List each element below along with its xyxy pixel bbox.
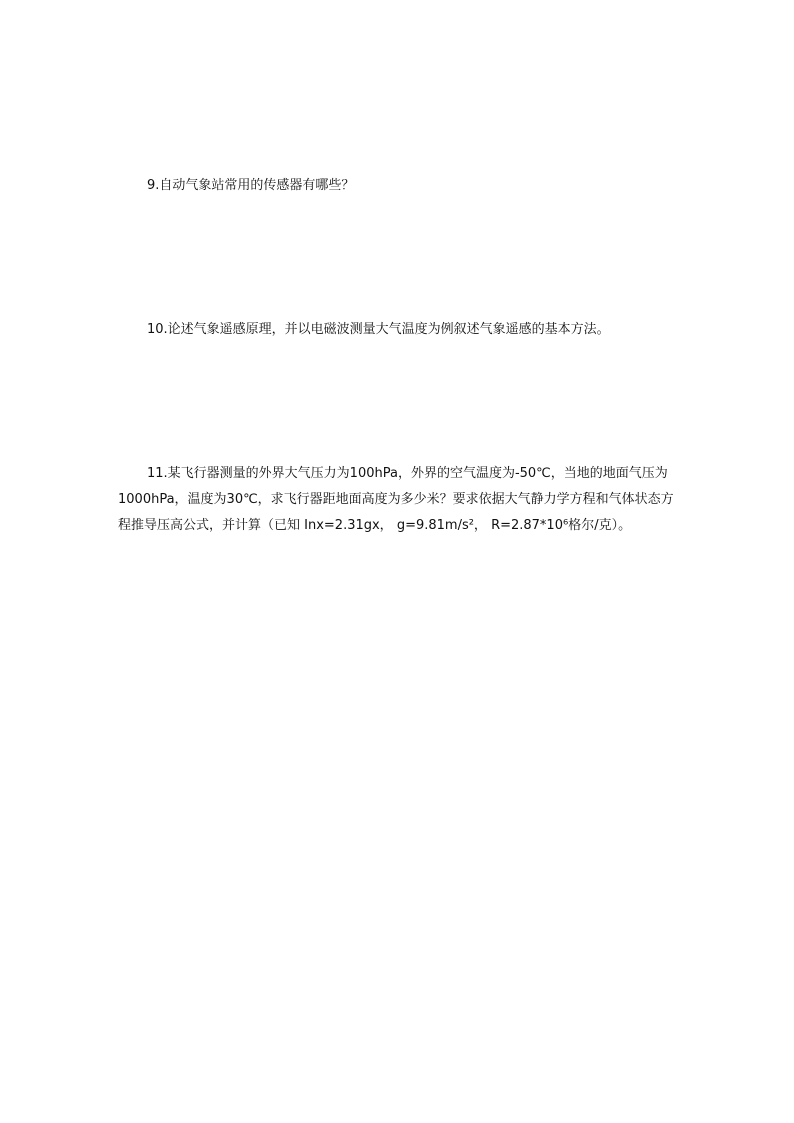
- question-11: 11.某飞行器测量的外界大气压力为100hPa，外界的空气温度为-50℃，当地的地面气压为1000hPa，温度为30℃，求飞行器距地面高度为多少米？要求依据大气静力学方程和气体状态方程推导压高公式，并计算（已知 Inx=2.31gx， g=9.81m/s²， R=2.87*10⁶格尔/克）。: [118, 466, 674, 533]
- question-10: 10.论述气象遥感原理，并以电磁波测量大气温度为例叙述气象遥感的基本方法。: [147, 322, 610, 337]
- question-9: 9.自动气象站常用的传感器有哪些？: [147, 178, 355, 193]
